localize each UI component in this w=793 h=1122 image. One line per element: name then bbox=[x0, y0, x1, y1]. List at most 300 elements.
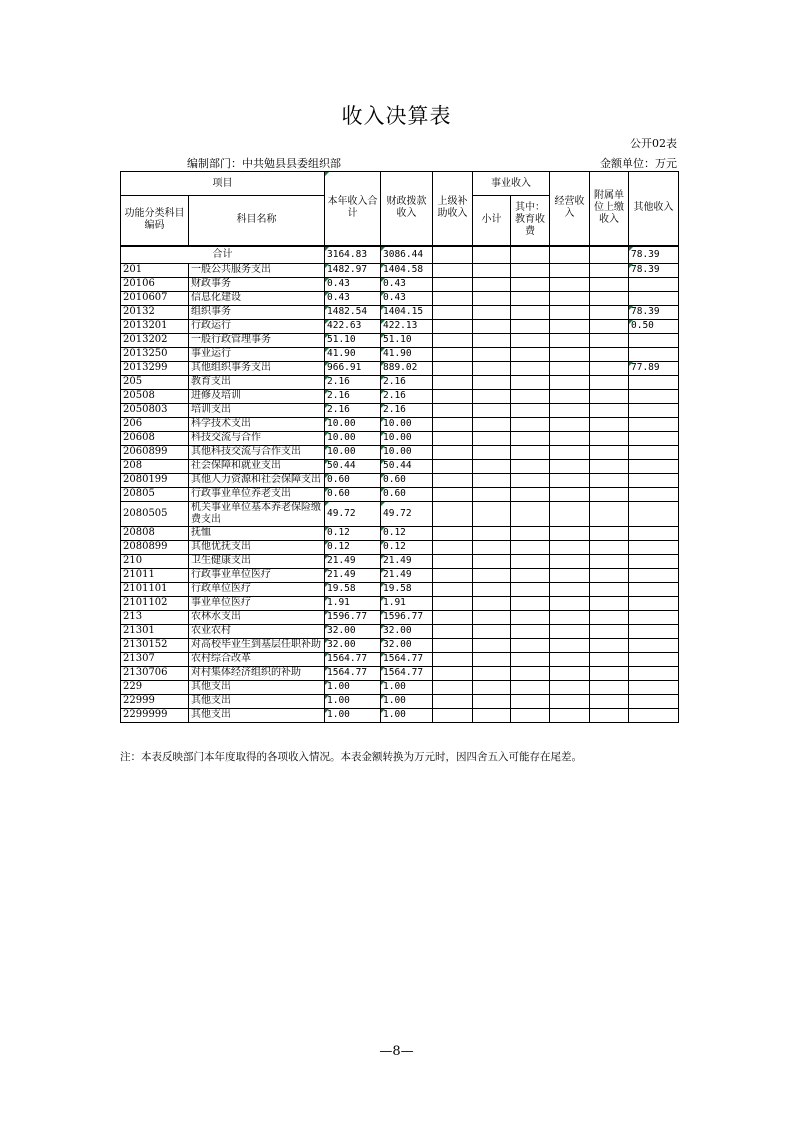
table-row bbox=[121, 431, 679, 445]
cell-total: 1596.77 bbox=[325, 610, 381, 624]
cell-edu bbox=[511, 610, 550, 624]
cell-other bbox=[629, 291, 679, 305]
footnote: 注：本表反映部门本年度取得的各项收入情况。本表金额转换为万元时，因四舍五入可能存在尾差。 bbox=[120, 751, 582, 763]
header-total: 本年收入合计 bbox=[325, 172, 381, 246]
cell-name: 教育支出 bbox=[189, 375, 325, 389]
cell-total: 0.43 bbox=[325, 291, 381, 305]
cell-total: 1.00 bbox=[325, 708, 381, 722]
cell-code: 205 bbox=[121, 375, 189, 389]
cell-subtotal bbox=[473, 319, 511, 333]
cell-subtotal bbox=[473, 417, 511, 431]
cell-business bbox=[550, 540, 590, 554]
table-row bbox=[121, 319, 679, 333]
cell-affiliated bbox=[590, 417, 629, 431]
table-row bbox=[121, 473, 679, 487]
cell-business bbox=[550, 694, 590, 708]
cell-subtotal bbox=[473, 638, 511, 652]
cell-subtotal bbox=[473, 624, 511, 638]
cell-other bbox=[629, 389, 679, 403]
header-business: 经营收入 bbox=[550, 172, 590, 246]
table-row bbox=[121, 263, 679, 277]
cell-name: 一般公共服务支出 bbox=[189, 263, 325, 277]
cell-other bbox=[629, 540, 679, 554]
cell-code: 2080505 bbox=[121, 501, 189, 526]
total-row bbox=[121, 246, 679, 264]
cell-upper bbox=[433, 417, 473, 431]
cell-upper bbox=[433, 501, 473, 526]
cell-total: 50.44 bbox=[325, 459, 381, 473]
cell-upper bbox=[433, 291, 473, 305]
cell-upper bbox=[433, 526, 473, 540]
cell-total: 1482.54 bbox=[325, 305, 381, 319]
table-row bbox=[121, 501, 679, 526]
cell-name: 社会保障和就业支出 bbox=[189, 459, 325, 473]
cell-affiliated bbox=[590, 582, 629, 596]
cell-fiscal: 2.16 bbox=[381, 389, 433, 403]
cell-name: 其他优抚支出 bbox=[189, 540, 325, 554]
cell-code: 2013299 bbox=[121, 361, 189, 375]
cell-upper bbox=[433, 375, 473, 389]
cell-other bbox=[629, 487, 679, 501]
cell-edu bbox=[511, 554, 550, 568]
cell-other bbox=[629, 568, 679, 582]
cell-fiscal: 0.60 bbox=[381, 487, 433, 501]
cell-upper bbox=[433, 610, 473, 624]
cell-other bbox=[629, 333, 679, 347]
cell-total: 41.90 bbox=[325, 347, 381, 361]
cell-code: 2013201 bbox=[121, 319, 189, 333]
cell-subtotal bbox=[473, 361, 511, 375]
cell-code: 2101102 bbox=[121, 596, 189, 610]
cell-name: 其他支出 bbox=[189, 708, 325, 722]
cell-business bbox=[550, 403, 590, 417]
cell-upper bbox=[433, 263, 473, 277]
cell-subtotal bbox=[473, 431, 511, 445]
cell-upper bbox=[433, 361, 473, 375]
table-row bbox=[121, 277, 679, 291]
cell-total: 2.16 bbox=[325, 389, 381, 403]
income-table bbox=[120, 171, 679, 723]
table-row bbox=[121, 347, 679, 361]
cell-affiliated bbox=[590, 568, 629, 582]
cell-edu bbox=[511, 431, 550, 445]
cell-name: 农业农村 bbox=[189, 624, 325, 638]
cell-other bbox=[629, 403, 679, 417]
cell-affiliated bbox=[590, 694, 629, 708]
cell-total: 10.00 bbox=[325, 445, 381, 459]
cell-upper bbox=[433, 305, 473, 319]
cell-affiliated bbox=[590, 431, 629, 445]
cell-total: 0.43 bbox=[325, 277, 381, 291]
cell-name: 卫生健康支出 bbox=[189, 554, 325, 568]
cell-affiliated bbox=[590, 291, 629, 305]
cell-affiliated bbox=[590, 263, 629, 277]
cell-subtotal bbox=[473, 652, 511, 666]
cell-total: 422.63 bbox=[325, 319, 381, 333]
cell-business bbox=[550, 708, 590, 722]
cell-edu bbox=[511, 417, 550, 431]
table-row bbox=[121, 291, 679, 305]
cell-other bbox=[629, 680, 679, 694]
cell-fiscal: 0.60 bbox=[381, 473, 433, 487]
cell-edu bbox=[511, 246, 550, 264]
header-item: 项目 bbox=[121, 172, 325, 196]
cell-upper bbox=[433, 694, 473, 708]
cell-edu bbox=[511, 361, 550, 375]
cell-subtotal bbox=[473, 459, 511, 473]
cell-business bbox=[550, 319, 590, 333]
cell-total: 51.10 bbox=[325, 333, 381, 347]
table-row bbox=[121, 624, 679, 638]
cell-affiliated bbox=[590, 540, 629, 554]
cell-code: 2080899 bbox=[121, 540, 189, 554]
cell-other bbox=[629, 501, 679, 526]
cell-subtotal bbox=[473, 473, 511, 487]
cell-code: 2050803 bbox=[121, 403, 189, 417]
cell-edu bbox=[511, 666, 550, 680]
cell-upper bbox=[433, 431, 473, 445]
cell-other bbox=[629, 431, 679, 445]
cell-fiscal: 10.00 bbox=[381, 431, 433, 445]
cell-other bbox=[629, 638, 679, 652]
cell-fiscal: 41.90 bbox=[381, 347, 433, 361]
cell-name: 其他科技交流与合作支出 bbox=[189, 445, 325, 459]
cell-code: 213 bbox=[121, 610, 189, 624]
total-amount: 3164.83 bbox=[325, 246, 381, 264]
cell-code: 22999 bbox=[121, 694, 189, 708]
cell-edu bbox=[511, 652, 550, 666]
cell-business bbox=[550, 375, 590, 389]
table-row bbox=[121, 305, 679, 319]
cell-other bbox=[629, 652, 679, 666]
cell-code: 20805 bbox=[121, 487, 189, 501]
cell-edu bbox=[511, 459, 550, 473]
cell-subtotal bbox=[473, 666, 511, 680]
total-fiscal: 3086.44 bbox=[381, 246, 433, 264]
table-row bbox=[121, 708, 679, 722]
cell-affiliated bbox=[590, 526, 629, 540]
table-row bbox=[121, 361, 679, 375]
cell-other: 77.89 bbox=[629, 361, 679, 375]
table-row bbox=[121, 652, 679, 666]
cell-business bbox=[550, 554, 590, 568]
cell-fiscal: 1.00 bbox=[381, 708, 433, 722]
table-row bbox=[121, 540, 679, 554]
cell-upper bbox=[433, 445, 473, 459]
cell-total: 10.00 bbox=[325, 417, 381, 431]
cell-upper bbox=[433, 389, 473, 403]
cell-business bbox=[550, 487, 590, 501]
cell-business bbox=[550, 526, 590, 540]
cell-affiliated bbox=[590, 501, 629, 526]
cell-name: 组织事务 bbox=[189, 305, 325, 319]
cell-subtotal bbox=[473, 680, 511, 694]
cell-business bbox=[550, 291, 590, 305]
cell-other bbox=[629, 347, 679, 361]
cell-total: 966.91 bbox=[325, 361, 381, 375]
table-row bbox=[121, 680, 679, 694]
cell-edu bbox=[511, 540, 550, 554]
cell-other bbox=[629, 375, 679, 389]
cell-edu bbox=[511, 694, 550, 708]
cell-affiliated bbox=[590, 375, 629, 389]
table-row bbox=[121, 375, 679, 389]
cell-fiscal: 50.44 bbox=[381, 459, 433, 473]
header-name: 科目名称 bbox=[189, 196, 325, 246]
cell-total: 2.16 bbox=[325, 403, 381, 417]
cell-name: 其他支出 bbox=[189, 680, 325, 694]
cell-business bbox=[550, 680, 590, 694]
table-row bbox=[121, 694, 679, 708]
cell-other bbox=[629, 694, 679, 708]
cell-other: 78.39 bbox=[629, 305, 679, 319]
cell-affiliated bbox=[590, 708, 629, 722]
cell-affiliated bbox=[590, 333, 629, 347]
header-fiscal: 财政拨款收入 bbox=[381, 172, 433, 246]
cell-fiscal: 0.43 bbox=[381, 277, 433, 291]
cell-business bbox=[550, 417, 590, 431]
cell-edu bbox=[511, 487, 550, 501]
table-row bbox=[121, 459, 679, 473]
cell-affiliated bbox=[590, 624, 629, 638]
cell-name: 其他人力资源和社会保障支出 bbox=[189, 473, 325, 487]
cell-name: 一般行政管理事务 bbox=[189, 333, 325, 347]
cell-other bbox=[629, 526, 679, 540]
cell-total: 0.60 bbox=[325, 487, 381, 501]
cell-upper bbox=[433, 652, 473, 666]
cell-total: 19.58 bbox=[325, 582, 381, 596]
table-row bbox=[121, 638, 679, 652]
cell-subtotal bbox=[473, 375, 511, 389]
cell-name: 进修及培训 bbox=[189, 389, 325, 403]
cell-subtotal bbox=[473, 694, 511, 708]
cell-affiliated bbox=[590, 610, 629, 624]
cell-other bbox=[629, 596, 679, 610]
cell-total: 10.00 bbox=[325, 431, 381, 445]
cell-total: 1.00 bbox=[325, 680, 381, 694]
cell-subtotal bbox=[473, 596, 511, 610]
table-row bbox=[121, 333, 679, 347]
cell-fiscal: 1404.15 bbox=[381, 305, 433, 319]
cell-subtotal bbox=[473, 540, 511, 554]
cell-subtotal bbox=[473, 526, 511, 540]
cell-fiscal: 1.00 bbox=[381, 694, 433, 708]
cell-name: 其他组织事务支出 bbox=[189, 361, 325, 375]
cell-upper bbox=[433, 680, 473, 694]
cell-affiliated bbox=[590, 596, 629, 610]
cell-code: 21301 bbox=[121, 624, 189, 638]
page-number: —8— bbox=[379, 1044, 414, 1059]
cell-business bbox=[550, 445, 590, 459]
document-number: 公开02表 bbox=[630, 137, 677, 150]
cell-upper bbox=[433, 582, 473, 596]
cell-affiliated bbox=[590, 638, 629, 652]
cell-fiscal: 0.12 bbox=[381, 540, 433, 554]
cell-affiliated bbox=[590, 445, 629, 459]
cell-code: 20508 bbox=[121, 389, 189, 403]
cell-code: 21307 bbox=[121, 652, 189, 666]
cell-edu bbox=[511, 389, 550, 403]
cell-other bbox=[629, 473, 679, 487]
cell-affiliated bbox=[590, 554, 629, 568]
cell-fiscal: 10.00 bbox=[381, 445, 433, 459]
cell-other bbox=[629, 582, 679, 596]
cell-business bbox=[550, 263, 590, 277]
cell-edu bbox=[511, 638, 550, 652]
compiling-department: 编制部门：中共勉县县委组织部 bbox=[187, 157, 341, 170]
cell-edu bbox=[511, 501, 550, 526]
table-header bbox=[121, 172, 679, 246]
cell-affiliated bbox=[590, 347, 629, 361]
cell-affiliated bbox=[590, 361, 629, 375]
cell-business bbox=[550, 610, 590, 624]
cell-business bbox=[550, 582, 590, 596]
cell-subtotal bbox=[473, 554, 511, 568]
cell-code: 206 bbox=[121, 417, 189, 431]
cell-total: 32.00 bbox=[325, 624, 381, 638]
cell-upper bbox=[433, 596, 473, 610]
header-edu: 其中：教育收费 bbox=[511, 196, 550, 246]
cell-affiliated bbox=[590, 389, 629, 403]
cell-name: 行政单位医疗 bbox=[189, 582, 325, 596]
cell-total: 1.91 bbox=[325, 596, 381, 610]
cell-fiscal: 51.10 bbox=[381, 333, 433, 347]
cell-fiscal: 32.00 bbox=[381, 638, 433, 652]
cell-business bbox=[550, 431, 590, 445]
cell-upper bbox=[433, 333, 473, 347]
cell-affiliated bbox=[590, 403, 629, 417]
cell-code: 201 bbox=[121, 263, 189, 277]
cell-name: 事业单位医疗 bbox=[189, 596, 325, 610]
cell-fiscal: 0.43 bbox=[381, 291, 433, 305]
cell-upper bbox=[433, 487, 473, 501]
cell-upper bbox=[433, 347, 473, 361]
cell-subtotal bbox=[473, 333, 511, 347]
cell-name: 其他支出 bbox=[189, 694, 325, 708]
table-row bbox=[121, 526, 679, 540]
cell-subtotal bbox=[473, 389, 511, 403]
cell-upper bbox=[433, 540, 473, 554]
cell-name: 机关事业单位基本养老保险缴费支出 bbox=[189, 501, 325, 526]
cell-fiscal: 1564.77 bbox=[381, 652, 433, 666]
table-row bbox=[121, 417, 679, 431]
cell-code: 2010607 bbox=[121, 291, 189, 305]
cell-subtotal bbox=[473, 501, 511, 526]
cell-edu bbox=[511, 624, 550, 638]
cell-total: 1564.77 bbox=[325, 666, 381, 680]
cell-code: 2101101 bbox=[121, 582, 189, 596]
cell-name: 信息化建设 bbox=[189, 291, 325, 305]
cell-name: 农林水支出 bbox=[189, 610, 325, 624]
cell-edu bbox=[511, 347, 550, 361]
cell-total: 1.00 bbox=[325, 694, 381, 708]
cell-business bbox=[550, 624, 590, 638]
cell-other: 78.39 bbox=[629, 263, 679, 277]
cell-code: 20106 bbox=[121, 277, 189, 291]
cell-other bbox=[629, 624, 679, 638]
cell-fiscal: 422.13 bbox=[381, 319, 433, 333]
cell-total: 1564.77 bbox=[325, 652, 381, 666]
cell-business bbox=[550, 333, 590, 347]
cell-upper bbox=[433, 624, 473, 638]
cell-name: 事业运行 bbox=[189, 347, 325, 361]
cell-edu bbox=[511, 445, 550, 459]
header-affiliated: 附属单位上缴收入 bbox=[590, 172, 629, 246]
table-row bbox=[121, 389, 679, 403]
cell-subtotal bbox=[473, 277, 511, 291]
total-other: 78.39 bbox=[629, 246, 679, 264]
cell-code: 2130706 bbox=[121, 666, 189, 680]
cell-subtotal bbox=[473, 305, 511, 319]
cell-subtotal bbox=[473, 582, 511, 596]
cell-subtotal bbox=[473, 246, 511, 264]
cell-business bbox=[550, 596, 590, 610]
cell-total: 0.12 bbox=[325, 540, 381, 554]
cell-subtotal bbox=[473, 708, 511, 722]
table-row bbox=[121, 666, 679, 680]
cell-upper bbox=[433, 638, 473, 652]
cell-total: 1482.97 bbox=[325, 263, 381, 277]
cell-upper bbox=[433, 459, 473, 473]
cell-upper bbox=[433, 277, 473, 291]
cell-edu bbox=[511, 582, 550, 596]
cell-code: 21011 bbox=[121, 568, 189, 582]
cell-subtotal bbox=[473, 568, 511, 582]
cell-upper bbox=[433, 568, 473, 582]
cell-subtotal bbox=[473, 403, 511, 417]
cell-affiliated bbox=[590, 305, 629, 319]
cell-fiscal: 21.49 bbox=[381, 568, 433, 582]
cell-business bbox=[550, 361, 590, 375]
cell-name: 抚恤 bbox=[189, 526, 325, 540]
cell-upper bbox=[433, 246, 473, 264]
cell-subtotal bbox=[473, 347, 511, 361]
cell-edu bbox=[511, 277, 550, 291]
amount-unit: 金额单位：万元 bbox=[600, 157, 677, 170]
cell-total: 0.12 bbox=[325, 526, 381, 540]
cell-fiscal: 889.02 bbox=[381, 361, 433, 375]
cell-business bbox=[550, 459, 590, 473]
cell-code: 2060899 bbox=[121, 445, 189, 459]
cell-total: 21.49 bbox=[325, 568, 381, 582]
header-career: 事业收入 bbox=[473, 172, 550, 196]
cell-subtotal bbox=[473, 291, 511, 305]
cell-code: 2013250 bbox=[121, 347, 189, 361]
cell-edu bbox=[511, 568, 550, 582]
cell-other bbox=[629, 554, 679, 568]
cell-other bbox=[629, 459, 679, 473]
cell-name: 对村集体经济组织的补助 bbox=[189, 666, 325, 680]
cell-subtotal bbox=[473, 487, 511, 501]
cell-business bbox=[550, 389, 590, 403]
cell-edu bbox=[511, 526, 550, 540]
cell-name: 对高校毕业生到基层任职补助 bbox=[189, 638, 325, 652]
cell-name: 科学技术支出 bbox=[189, 417, 325, 431]
cell-fiscal: 32.00 bbox=[381, 624, 433, 638]
cell-business bbox=[550, 568, 590, 582]
cell-upper bbox=[433, 708, 473, 722]
cell-name: 行政事业单位养老支出 bbox=[189, 487, 325, 501]
cell-business bbox=[550, 347, 590, 361]
cell-name: 农村综合改革 bbox=[189, 652, 325, 666]
cell-fiscal: 0.12 bbox=[381, 526, 433, 540]
page-title: 收入决算表 bbox=[341, 104, 452, 128]
cell-total: 2.16 bbox=[325, 375, 381, 389]
table-row bbox=[121, 568, 679, 582]
cell-fiscal: 49.72 bbox=[381, 501, 433, 526]
cell-code: 210 bbox=[121, 554, 189, 568]
cell-affiliated bbox=[590, 246, 629, 264]
